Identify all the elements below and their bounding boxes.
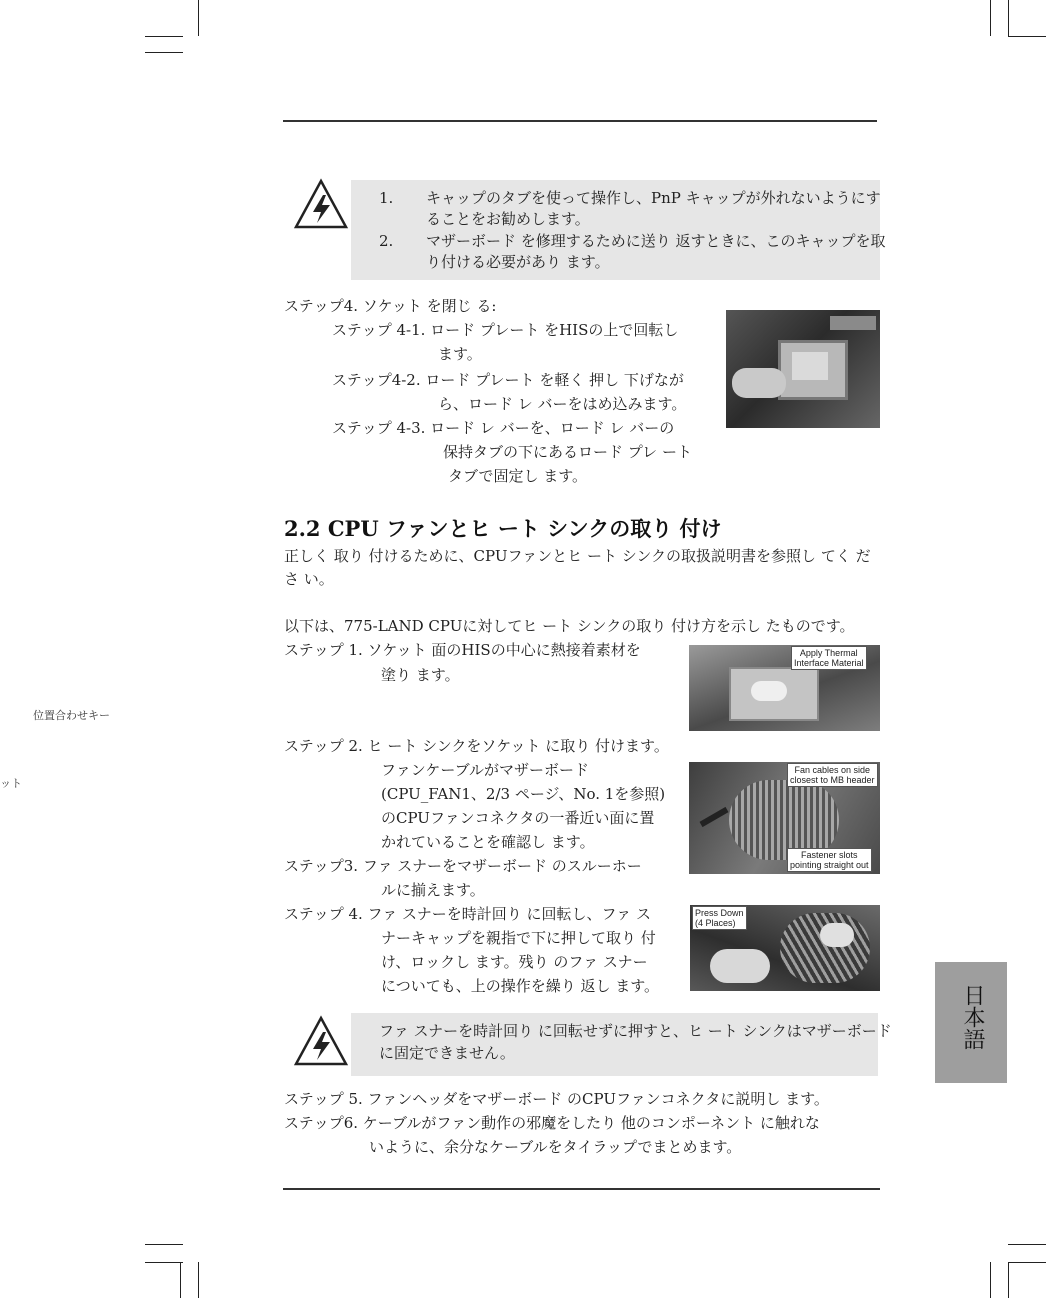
step4-fastener-text: ステップ 4. ファ スナーを時計回り に回転し、ファ ス — [284, 905, 651, 923]
step4-fastener-text: についても、上の操作を繰り 返し ます。 — [381, 977, 660, 995]
step6-text: ステップ6. ケーブルがファン動作の邪魔をしたり 他のコンポーネント に触れな — [284, 1114, 820, 1132]
callout-line: Fastener slots — [801, 850, 858, 860]
callout-line: Fan cables on side — [794, 765, 871, 775]
socket-photo — [726, 310, 880, 428]
callout-fan-cables — [787, 763, 878, 787]
crop-mark — [1008, 1262, 1046, 1263]
note-item-text: キャップのタブを使って操作し、PnP キャップが外れないようにす — [426, 189, 881, 207]
step5-text: ステップ 5. ファンヘッダをマザーボード のCPUファンコネクタに説明し ます。 — [284, 1090, 829, 1108]
side-label-socket: ット — [0, 777, 22, 790]
callout-line: Apply Thermal — [799, 648, 858, 658]
language-tab-label: 日本語 — [960, 984, 985, 1050]
crop-mark — [1008, 36, 1046, 37]
fan-install-photo — [689, 762, 880, 874]
crop-mark — [198, 1262, 199, 1298]
step4-3-text: タブで固定し ます。 — [448, 467, 588, 485]
callout-thermal — [791, 646, 867, 670]
footer-rule — [283, 1188, 880, 1190]
side-label-key: 位置合わせキー — [33, 709, 110, 722]
note-box-top — [351, 180, 886, 280]
section-intro: さ い。 — [284, 570, 334, 588]
step3-text: ステップ3. ファ スナーをマザーボード のスルーホー — [284, 857, 642, 875]
crop-mark — [990, 0, 991, 36]
warning-icon — [293, 178, 349, 230]
crop-mark — [145, 1244, 183, 1245]
step4-3-text: 保持タブの下にあるロード プレ ート — [443, 443, 692, 461]
callout-press-down — [692, 906, 747, 930]
note-text: ファ スナーを時計回り に回転せずに押すと、ヒ ート シンクはマザーボード — [379, 1022, 892, 1040]
thermal-photo — [689, 645, 880, 731]
step4-1-text: ます。 — [438, 345, 482, 363]
header-rule — [283, 120, 877, 122]
crop-mark — [198, 0, 199, 36]
crop-mark — [1008, 0, 1009, 36]
step2-text: かれていることを確認し ます。 — [381, 833, 595, 851]
note-item-text: マザーボード を修理するために送り 返すときに、このキャップを取 — [426, 232, 886, 250]
section-lead: 以下は、775-LAND CPUに対してヒ ート シンクの取り 付け方を示し たものです。 — [284, 617, 855, 635]
step1-text: ステップ 1. ソケット 面のHISの中心に熱接着素材を — [284, 641, 641, 659]
note-item-text: り付ける必要があり ます。 — [426, 253, 610, 271]
section-heading: 2.2 CPU ファンとヒ ート シンクの取り 付け — [284, 516, 722, 541]
step1-text: 塗り ます。 — [381, 666, 460, 684]
step4-1-text: ステップ 4-1. ロード プレート をHISの上で回転し — [332, 321, 679, 339]
step4-title: ステップ4. ソケット を閉じ る: — [284, 297, 497, 315]
step2-text: のCPUファンコネクタの一番近い面に置 — [381, 809, 655, 827]
language-tab — [935, 962, 1007, 1083]
note-item-number: 1. — [379, 189, 394, 207]
note-item-text: ることをお勧めします。 — [426, 210, 590, 228]
step6-text: いように、余分なケーブルをタイラップでまとめます。 — [369, 1138, 742, 1156]
crop-mark — [145, 52, 183, 53]
note-item-number: 2. — [379, 232, 394, 250]
step4-2-text: ら、ロード レ バーをはめ込みます。 — [438, 395, 687, 413]
crop-mark — [1008, 1262, 1009, 1298]
step4-fastener-text: ナーキャップを親指で下に押して取り 付 — [381, 929, 656, 947]
callout-line: Interface Material — [794, 658, 864, 668]
step3-text: ルに揃えます。 — [381, 881, 485, 899]
warning-icon — [293, 1015, 349, 1067]
callout-line: closest to MB header — [790, 775, 875, 785]
crop-mark — [180, 1262, 181, 1298]
callout-line: Press Down — [695, 908, 744, 918]
step2-text: (CPU_FAN1、2/3 ページ、No. 1を参照) — [381, 785, 666, 803]
callout-fastener — [787, 848, 872, 872]
press-down-photo — [690, 905, 880, 991]
step2-text: ファンケーブルがマザーボード — [381, 761, 590, 779]
step4-2-text: ステップ4-2. ロード プレート を軽く 押し 下げなが — [332, 371, 684, 389]
callout-line: (4 Places) — [695, 918, 736, 928]
callout-line: pointing straight out — [790, 860, 869, 870]
step4-3-text: ステップ 4-3. ロード レ バーを、ロード レ バーの — [332, 419, 675, 437]
crop-mark — [1008, 1244, 1046, 1245]
step2-text: ステップ 2. ヒ ート シンクをソケット に取り 付けます。 — [284, 737, 669, 755]
note-box-mid — [351, 1013, 892, 1076]
crop-mark — [990, 1262, 991, 1298]
step4-fastener-text: け、ロックし ます。残り のファ スナー — [381, 953, 648, 971]
note-text: に固定できません。 — [379, 1044, 515, 1062]
section-intro: 正しく 取り 付けるために、CPUファンとヒ ート シンクの取扱説明書を参照し てく だ — [284, 547, 871, 565]
crop-mark — [145, 36, 183, 37]
crop-mark — [145, 1262, 183, 1263]
